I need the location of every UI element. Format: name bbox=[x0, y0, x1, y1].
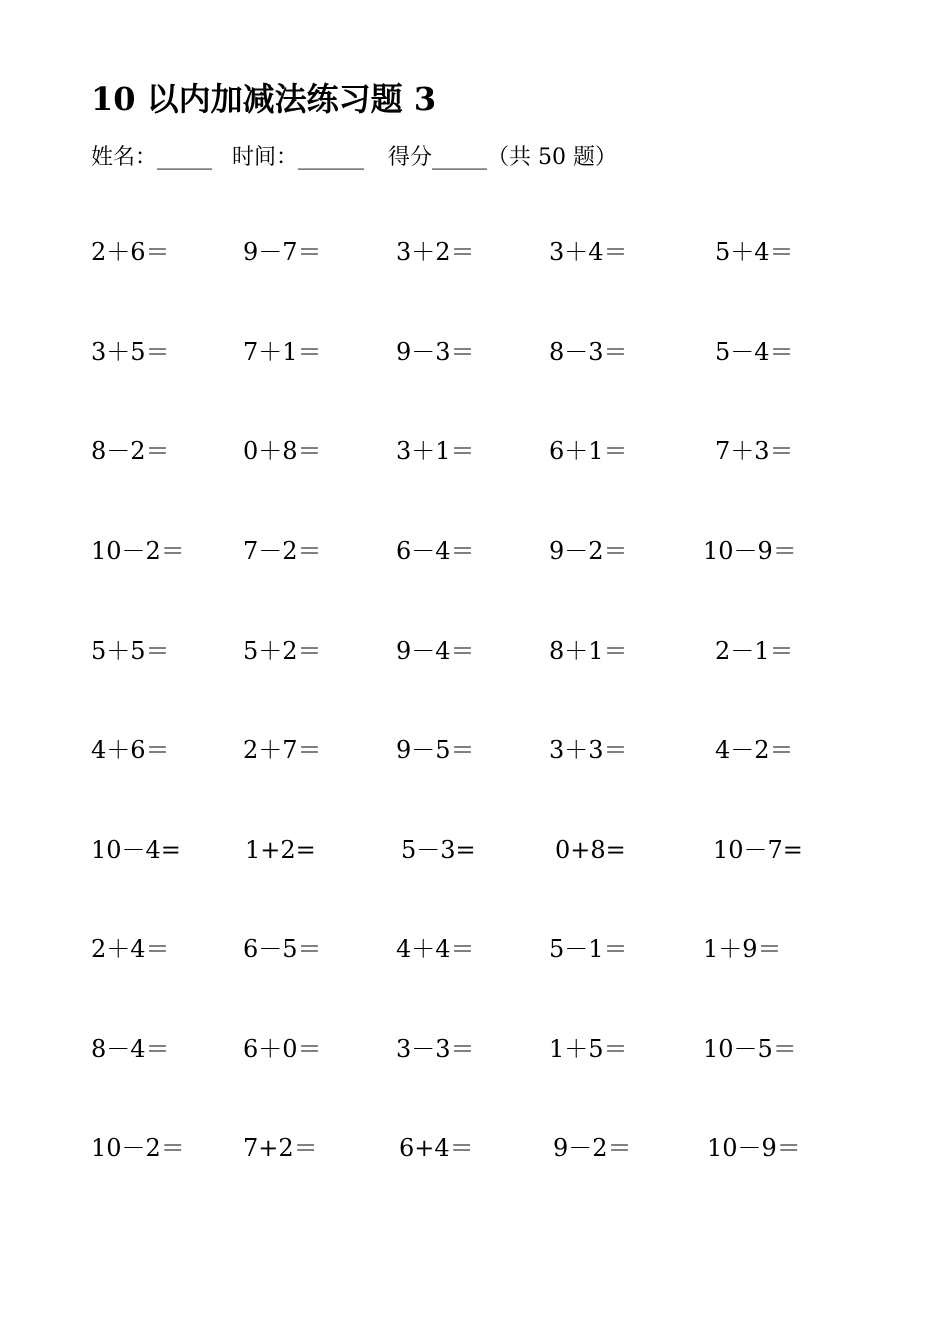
problem-row bbox=[0, 232, 950, 272]
problem-row bbox=[0, 730, 950, 770]
problem-item: 10－4= bbox=[91, 836, 181, 864]
problem-row bbox=[0, 929, 950, 969]
problem-item: 5＋5＝ bbox=[91, 637, 170, 665]
problem-item: 10－5＝ bbox=[703, 1035, 797, 1063]
problem-item: 7+2＝ bbox=[243, 1134, 318, 1162]
problem-item: 7＋3＝ bbox=[715, 437, 794, 465]
problem-item: 3＋5＝ bbox=[91, 338, 170, 366]
problem-item: 9－7＝ bbox=[243, 238, 322, 266]
problem-item: 6＋0＝ bbox=[243, 1035, 322, 1063]
problem-item: 4＋4＝ bbox=[396, 935, 475, 963]
problem-row bbox=[0, 631, 950, 671]
problem-item: 6＋1＝ bbox=[549, 437, 628, 465]
name-label: 姓名： bbox=[91, 145, 158, 170]
problem-item: 0＋8＝ bbox=[243, 437, 322, 465]
time-blank: ______ bbox=[298, 145, 365, 170]
problem-item: 9－5＝ bbox=[396, 736, 475, 764]
page-title: 10 以内加减法练习题 3 bbox=[91, 80, 437, 118]
problem-item: 10－2＝ bbox=[91, 537, 185, 565]
problem-item: 9－4＝ bbox=[396, 637, 475, 665]
problem-item: 10－9＝ bbox=[707, 1134, 801, 1162]
problem-item: 3＋2＝ bbox=[396, 238, 475, 266]
problem-row bbox=[0, 1128, 950, 1168]
student-info-line bbox=[91, 140, 617, 171]
problem-item: 3＋1＝ bbox=[396, 437, 475, 465]
problem-row bbox=[0, 830, 950, 870]
problem-item: 2＋6＝ bbox=[91, 238, 170, 266]
score-label: 得分 bbox=[388, 145, 433, 170]
problem-item: 5＋2＝ bbox=[243, 637, 322, 665]
problem-item: 3＋4＝ bbox=[549, 238, 628, 266]
problem-item: 2＋7＝ bbox=[243, 736, 322, 764]
problem-item: 3－3＝ bbox=[396, 1035, 475, 1063]
problem-item: 2－1＝ bbox=[715, 637, 794, 665]
problem-item: 6+4＝ bbox=[399, 1134, 474, 1162]
problem-item: 3＋3＝ bbox=[549, 736, 628, 764]
score-blank: _____ bbox=[432, 145, 488, 170]
problem-item: 8－3＝ bbox=[549, 338, 628, 366]
problem-item: 7－2＝ bbox=[243, 537, 322, 565]
problem-item: 1+2= bbox=[245, 836, 316, 864]
problem-item: 5－4＝ bbox=[715, 338, 794, 366]
problem-item: 6－4＝ bbox=[396, 537, 475, 565]
problem-item: 0+8= bbox=[555, 836, 626, 864]
problem-item: 10－2＝ bbox=[91, 1134, 185, 1162]
problem-item: 6－5＝ bbox=[243, 935, 322, 963]
problem-item: 8＋1＝ bbox=[549, 637, 628, 665]
problem-item: 9－3＝ bbox=[396, 338, 475, 366]
problem-row bbox=[0, 332, 950, 372]
problem-row bbox=[0, 531, 950, 571]
problem-row bbox=[0, 1029, 950, 1069]
problem-item: 8－4＝ bbox=[91, 1035, 170, 1063]
problem-item: 10－7= bbox=[713, 836, 803, 864]
problem-item: 7＋1＝ bbox=[243, 338, 322, 366]
problem-item: 10－9＝ bbox=[703, 537, 797, 565]
total-count: （共 50 题） bbox=[487, 145, 618, 170]
problem-item: 2＋4＝ bbox=[91, 935, 170, 963]
problem-item: 1＋9＝ bbox=[703, 935, 782, 963]
problem-item: 5－3= bbox=[401, 836, 476, 864]
time-label: 时间： bbox=[232, 145, 299, 170]
problem-item: 1＋5＝ bbox=[549, 1035, 628, 1063]
problem-item: 4－2＝ bbox=[715, 736, 794, 764]
problem-item: 9－2＝ bbox=[553, 1134, 632, 1162]
problem-item: 8－2＝ bbox=[91, 437, 170, 465]
problem-item: 9－2＝ bbox=[549, 537, 628, 565]
problem-item: 5－1＝ bbox=[549, 935, 628, 963]
problem-row bbox=[0, 431, 950, 471]
problem-item: 4＋6＝ bbox=[91, 736, 170, 764]
name-blank: _____ bbox=[157, 145, 213, 170]
problem-item: 5＋4＝ bbox=[715, 238, 794, 266]
